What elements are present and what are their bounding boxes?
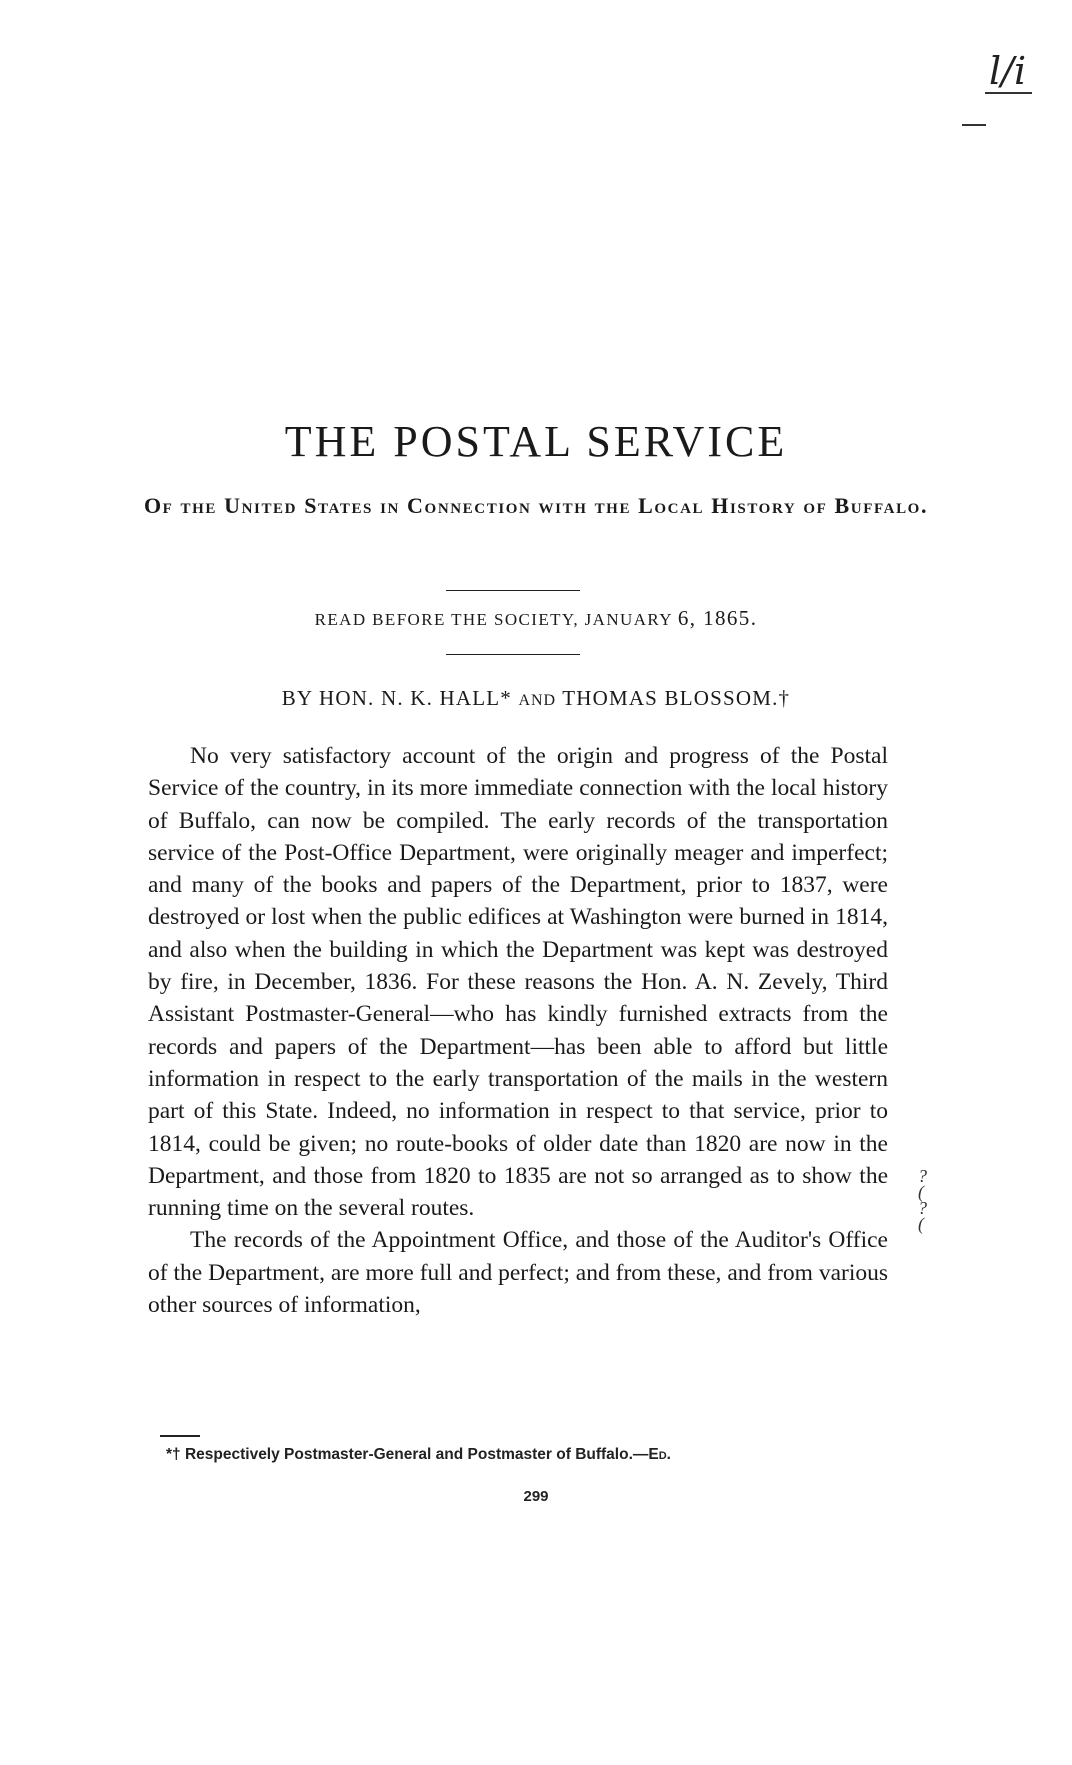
page-number: 299 [523,1488,549,1505]
paragraph-1: No very satisfactory account of the origin and progress of the Postal Service of the country, in its more immediate connection with the local history of Buffalo, can now be compiled. The early records of the transportation service of the Post-Office Department, were originally meager and imperfect; and many of the books and papers of the Department, prior to 1837, were destroyed or lost when the public edifices at Washington were burned in 1814, and also when the building in which the Department was kept was destroyed by fire, in December, 1836. For these reasons the Hon. A. N. Zevely, Third Assistant Postmaster-General—who has kindly furnished extracts from the records and papers of the Department—has been able to afford but little information in respect to the early transportation of the mails in the western part of this State. Indeed, no information in respect to that service, prior to 1814, could be given; no route-books of older date than 1820 are now in the Department, and those from 1820 to 1835 are not so arranged as to show the running time on the several routes. [148,743,888,1222]
byline [0,686,1072,711]
handwritten-corner-mark: l/i [985,52,1032,94]
handwritten-dash [962,124,986,126]
body-text [148,740,888,1321]
margin-notes [918,1168,927,1232]
footnote-editor-mark: Ed. [648,1446,671,1463]
footnote-text: *† Respectively Postmaster-General and Postmaster of Buffalo.— [166,1446,649,1463]
margin-note: ( [918,1214,924,1234]
byline-author-1: BY HON. N. K. HALL* [281,686,512,710]
margin-note: ( [918,1182,924,1202]
margin-note: ? [918,1198,927,1218]
byline-and: AND [518,692,557,709]
read-before-date: 6, 1865. [677,606,758,630]
divider-top [446,590,580,591]
read-before-line [0,606,1072,631]
margin-note: ? [918,1166,927,1186]
paragraph-2: The records of the Appointment Office, and those of the Auditor's Office of the Department, are more full and perfect; and from these, and from various other sources of information, [148,1227,888,1319]
read-before-text: READ BEFORE THE SOCIETY, JANUARY [314,610,673,629]
footnote [166,1446,671,1464]
page-subtitle: Of the United States in Connection with the Local History of Buffalo. [143,493,929,518]
footnote-rule [160,1435,200,1437]
divider-bottom [446,654,580,655]
page-title: THE POSTAL SERVICE [284,417,788,466]
byline-author-2: THOMAS BLOSSOM.† [562,686,791,710]
